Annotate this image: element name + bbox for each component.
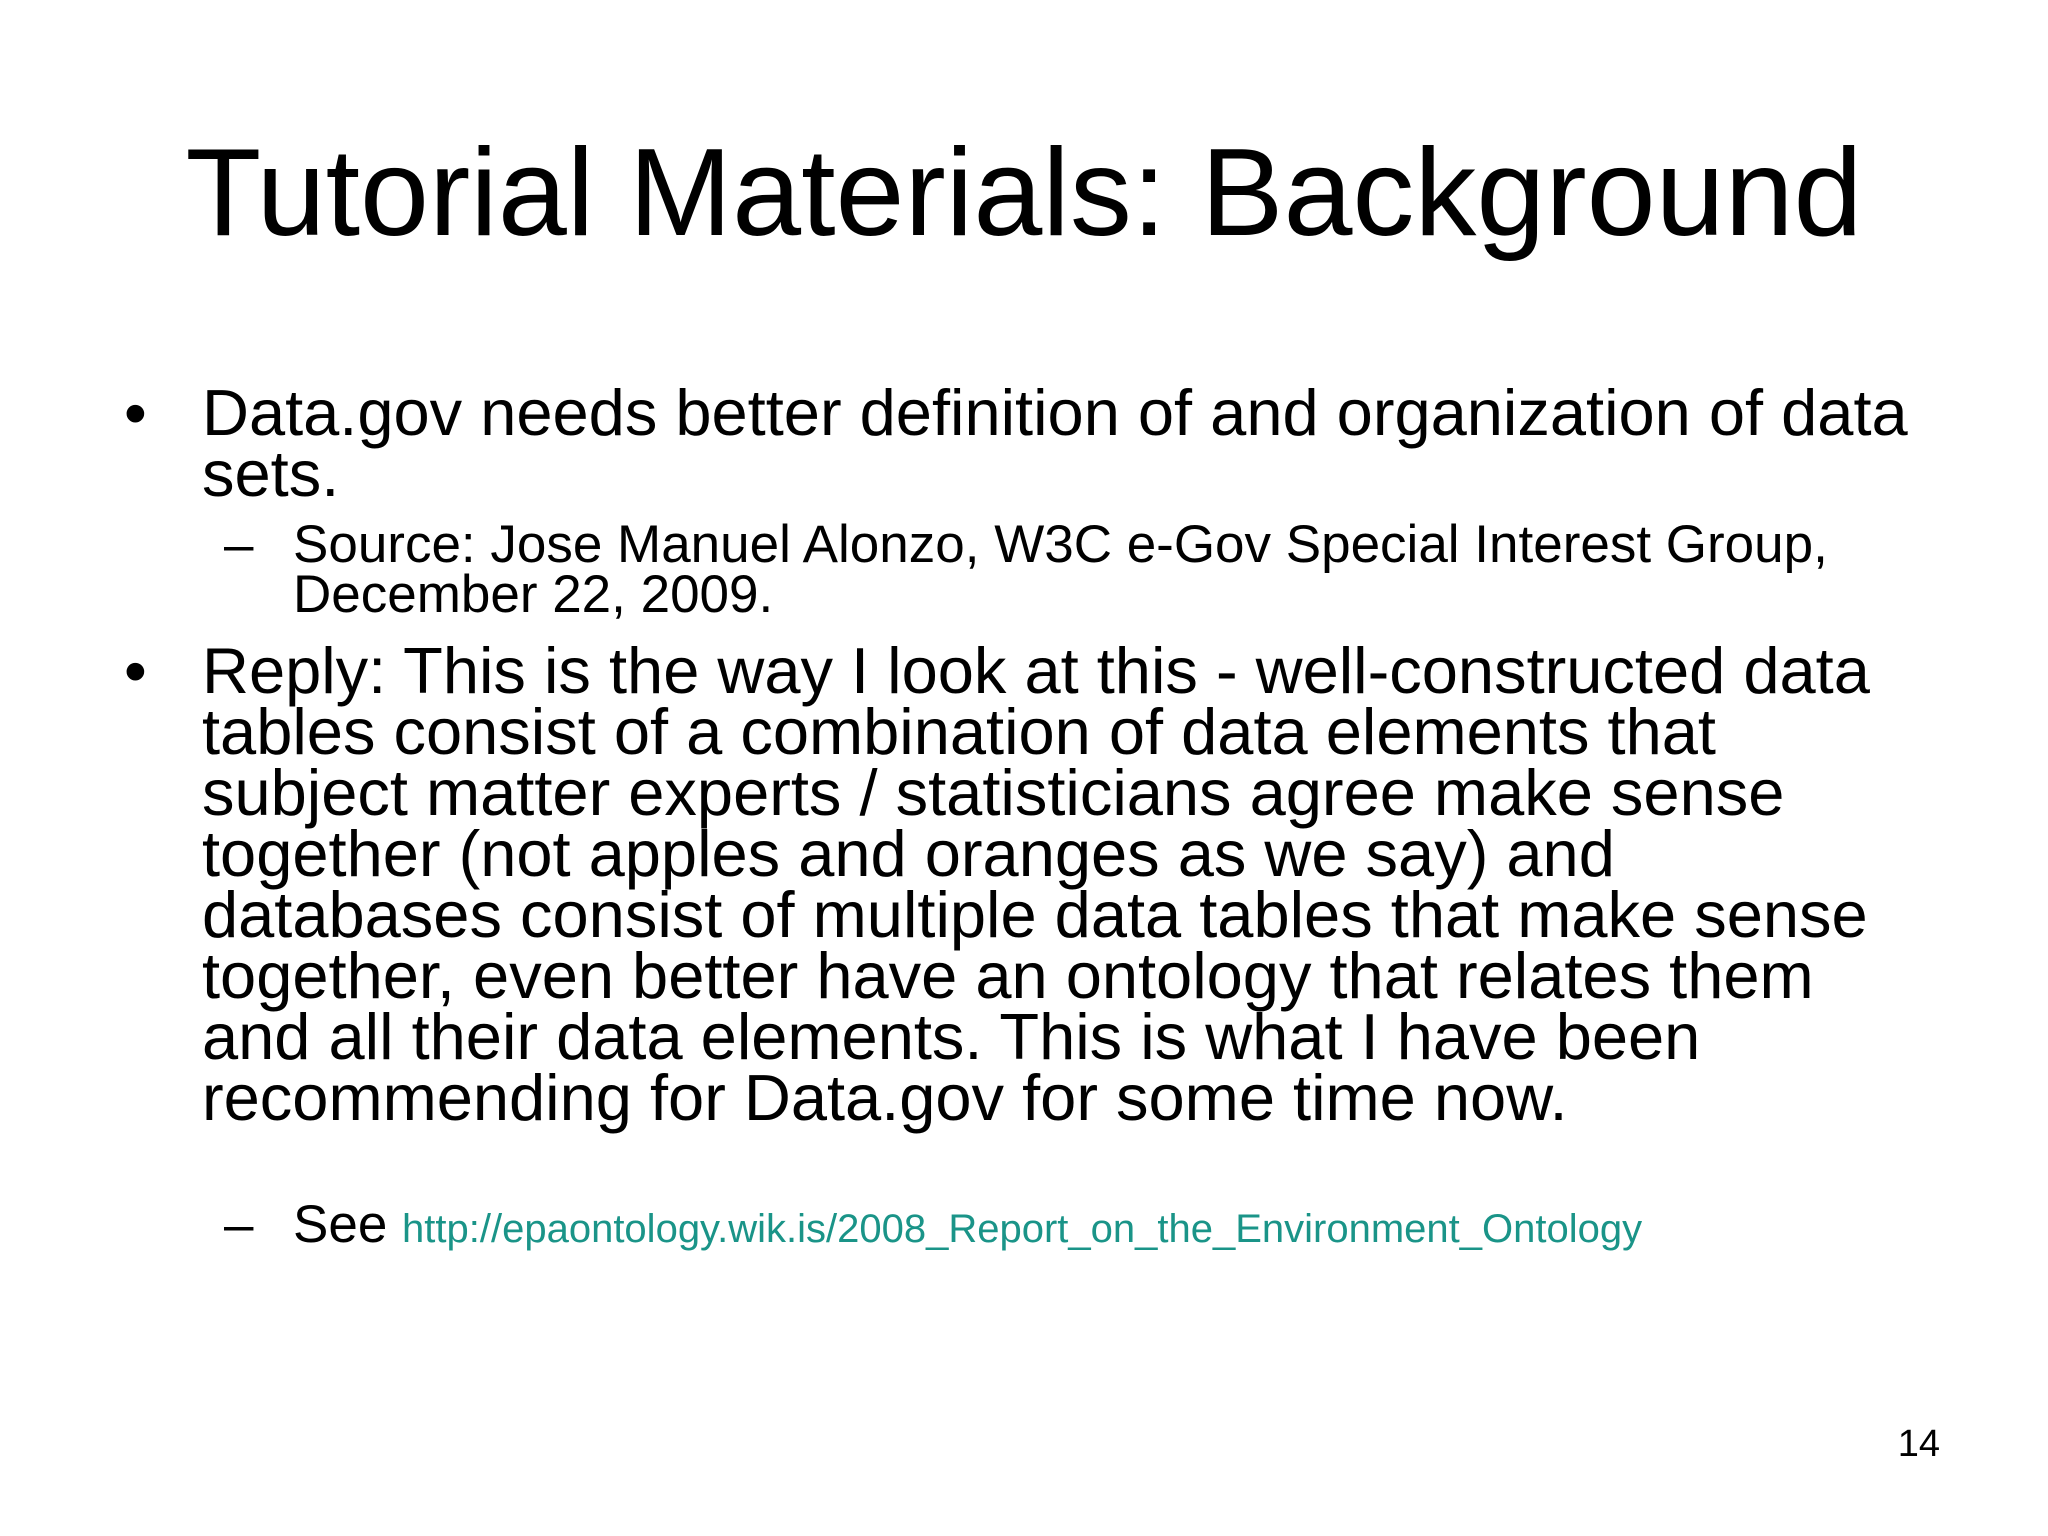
ontology-link[interactable]: http://epaontology.wik.is/2008_Report_on_the_Environment_Ontology [402, 1207, 1643, 1251]
sub-bullet-see [293, 1195, 1873, 1254]
sub-bullet-marker: – [224, 515, 254, 574]
bullet-text-1: Data.gov needs better definition of and organization of data sets. [202, 376, 1908, 510]
sub-bullet-source: Source: Jose Manuel Alonzo, W3C e-Gov Special Interest Group, December 22, 2009. [293, 515, 1828, 624]
bullet-marker: • [124, 376, 147, 449]
see-prefix: See [293, 1195, 403, 1254]
slide-title: Tutorial Materials: Background [185, 124, 1863, 262]
bullet-text-2: Reply: This is the way I look at this - well-constructed data tables consist of a combination of data elements that subject matter experts / statisticians agree make sense together (not apples and oranges as we say) and databases consist of multiple data tables that make sense together, even better have an ontology that relates them and all their data elements. This is what I have been recommending for Data.gov for some time now. [202, 634, 1870, 1134]
bullet-marker: • [124, 634, 147, 707]
page-number: 14 [1897, 1423, 1940, 1465]
sub-bullet-marker: – [224, 1195, 254, 1254]
